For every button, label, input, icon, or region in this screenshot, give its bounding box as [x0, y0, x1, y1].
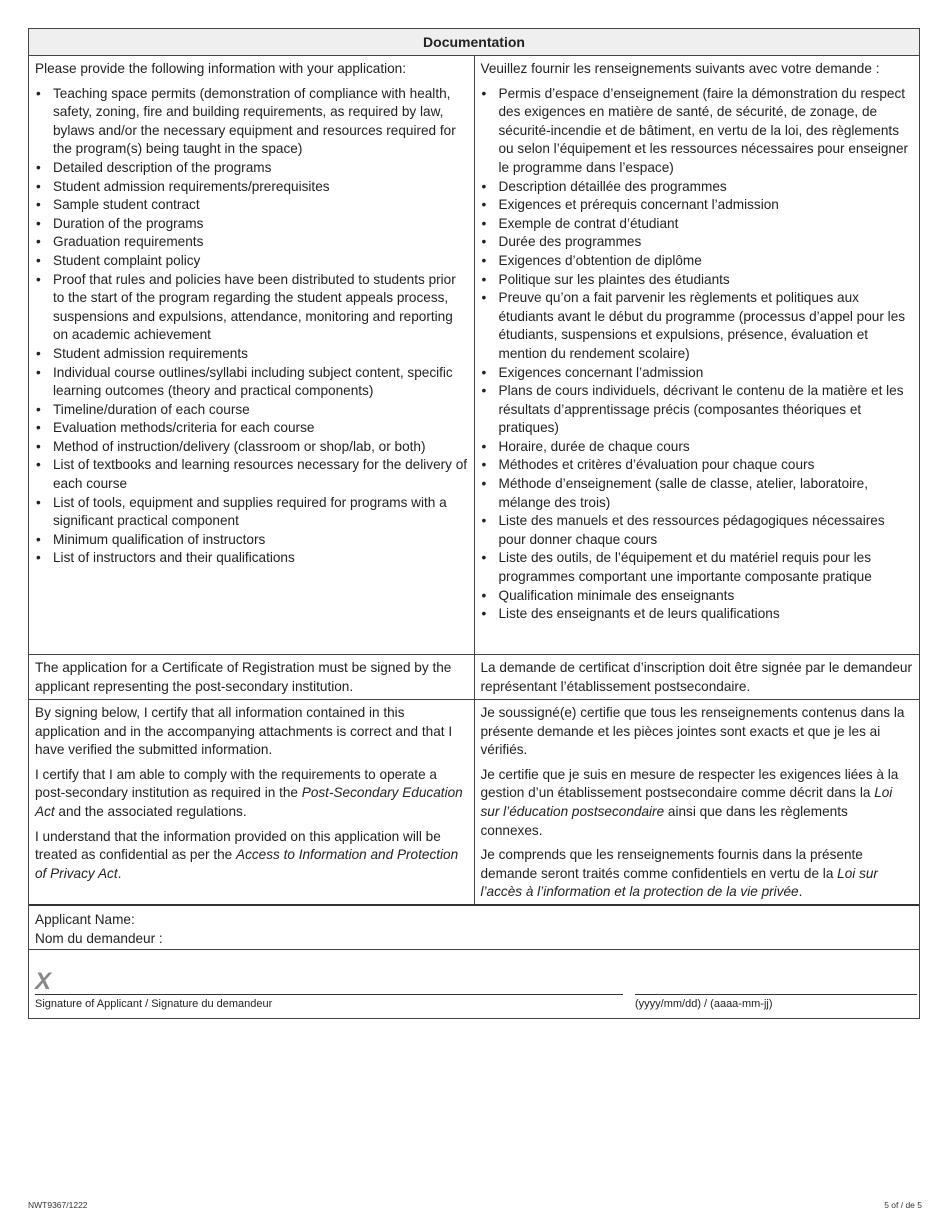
date-field[interactable] [635, 994, 917, 995]
list-item: • Qualification minimale des enseignants [499, 587, 914, 606]
atipp-act: Access to Information and Protection of Privacy Act [35, 847, 459, 881]
list-item: • Evaluation methods/criteria for each course [53, 419, 468, 438]
list-item: • List of instructors and their qualifications [53, 549, 468, 568]
section-title: Documentation [29, 29, 919, 56]
documentation-english [29, 56, 475, 654]
required-documents-list-en [35, 85, 468, 568]
signature-field[interactable] [35, 994, 623, 995]
list-item: • Liste des outils, de l’équipement et du matériel requis pour les programmes comportant une importante composante pratique [499, 549, 914, 586]
date-label: (yyyy/mm/dd) / (aaaa-mm-jj) [635, 998, 773, 1010]
cert-en-p1: By signing below, I certify that all information contained in this application and in the accompanying attachments is correct and that I have verified the submitted information. [35, 705, 453, 758]
loi-education-postsecondaire: Loi sur l’éducation postsecondaire [480, 785, 893, 819]
list-item: • Individual course outlines/syllabi including subject content, specific learning outcomes (theory and practical components) [53, 364, 468, 401]
list-item: • Liste des enseignants et de leurs qualifications [499, 605, 914, 624]
page-number: 5 of / de 5 [884, 1200, 922, 1210]
intro-fr: Veuillez fournir les renseignements suivants avec votre demande : [480, 61, 880, 76]
list-item: • List of tools, equipment and supplies required for programs with a significant practical component [53, 494, 468, 531]
list-item: • Timeline/duration of each course [53, 401, 468, 420]
signature-label: Signature of Applicant / Signature du demandeur [35, 998, 273, 1010]
list-item: • Duration of the programs [53, 215, 468, 234]
cert-en-p3: I understand that the information provided on this application will be treated as confidential as per the Access to Information and Protection of Privacy Act. [35, 828, 459, 881]
list-item: • Plans de cours individuels, décrivant le contenu de la matière et les résultats d’apprentissage précis (composantes théoriques et pratiques) [499, 382, 914, 438]
list-item: • Method of instruction/delivery (classroom or shop/lab, or both) [53, 438, 468, 457]
signature-note-en [29, 655, 475, 699]
documentation-french [475, 56, 920, 654]
signature-note-row [29, 655, 919, 700]
list-item: • Minimum qualification of instructors [53, 531, 468, 550]
required-documents-list-fr [481, 85, 914, 624]
list-item: • Exigences d’obtention de diplôme [499, 252, 914, 271]
list-item: • Student admission requirements/prerequisites [53, 178, 468, 197]
list-item: • Graduation requirements [53, 233, 468, 252]
certification-row [29, 700, 919, 906]
loi-acces-information: Loi sur l’accès à l’information et la protection de la vie privée [480, 865, 878, 900]
form-id: NWT9367/1222 [28, 1200, 88, 1210]
list-item: • Exemple de contrat d’étudiant [499, 215, 914, 234]
list-item: • Politique sur les plaintes des étudiants [499, 271, 914, 290]
list-item: • Student admission requirements [53, 345, 468, 364]
signature-note-fr [475, 655, 920, 699]
list-item: • Description détaillée des programmes [499, 178, 914, 197]
list-item: • Durée des programmes [499, 233, 914, 252]
applicant-name-label-fr: Nom du demandeur : [35, 931, 163, 946]
list-item: • Méthodes et critères d’évaluation pour chaque cours [499, 456, 914, 475]
cert-fr-p1: Je soussigné(e) certifie que tous les renseignements contenus dans la présente demande et les pièces jointes sont exacts et que je les ai vérifiés. [480, 705, 905, 758]
intro-en: Please provide the following information with your application: [35, 61, 407, 76]
cert-en-p2: I certify that I am able to comply with the requirements to operate a post-secondary institution as required in the Post-Secondary Education Act and the associated regulations. [35, 766, 463, 819]
list-item: • Liste des manuels et des ressources pédagogiques nécessaires pour donner chaque cours [499, 512, 914, 549]
list-item: • Student complaint policy [53, 252, 468, 271]
documentation-row [29, 56, 919, 655]
list-item: • Proof that rules and policies have been distributed to students prior to the start of the program regarding the student appeals process, suspensions and expulsions, attendance, monitoring and reporting on academic achievement [53, 271, 468, 345]
cert-fr-p2: Je certifie que je suis en mesure de respecter les exigences liées à la gestion d’un établissement postsecondaire comme décrit dans la Loi sur l’éducation postsecondaire ainsi que dans les règlements connexes. [480, 766, 899, 838]
list-item: • Horaire, durée de chaque cours [499, 438, 914, 457]
list-item: • List of textbooks and learning resources necessary for the delivery of each course [53, 456, 468, 493]
list-item: • Detailed description of the programs [53, 159, 468, 178]
list-item: • Teaching space permits (demonstration of compliance with health, safety, zoning, fire and building requirements, as required by law, bylaws and/or the necessary equipment and resources required for the program(s) being taught in the space) [53, 85, 468, 159]
list-item: • Exigences concernant l’admission [499, 364, 914, 383]
signature-x-mark: X [35, 968, 52, 995]
signature-section [29, 950, 919, 1018]
cert-fr-p3: Je comprends que les renseignements fournis dans la présente demande seront traités comme confidentiels en vertu de la Loi sur l’accès à l’information et la protection de la vie privée. [480, 847, 878, 900]
list-item: • Exigences et prérequis concernant l’admission [499, 196, 914, 215]
certification-fr [475, 700, 920, 904]
list-item: • Méthode d’enseignement (salle de classe, atelier, laboratoire, mélange des trois) [499, 475, 914, 512]
signature-note-fr-text: La demande de certificat d’inscription doit être signée par le demandeur représentant l’établissement postsecondaire. [480, 660, 912, 694]
list-item: • Preuve qu’on a fait parvenir les règlements et politiques aux étudiants avant le début du programme (processus d’appel pour les étudiants, suspensions et expulsions, présence, évaluation et mention du rendement scolaire) [499, 289, 914, 363]
list-item: • Sample student contract [53, 196, 468, 215]
signature-note-en-text: The application for a Certificate of Registration must be signed by the applicant representing the post-secondary institution. [35, 660, 452, 694]
applicant-name-field[interactable] [29, 906, 919, 950]
certification-en [29, 700, 475, 904]
applicant-name-label-en: Applicant Name: [35, 912, 135, 927]
post-secondary-education-act: Post-Secondary Education Act [35, 785, 463, 819]
documentation-form [28, 28, 920, 1019]
list-item: • Permis d’espace d’enseignement (faire la démonstration du respect des exigences en matière de santé, de sécurité, de zonage, de sécurité-incendie et de bâtiment, en vertu de la loi, des règlements ou selon l’équipement et les ressources nécessaires pour enseigner le programme dans l’espace) [499, 85, 914, 178]
